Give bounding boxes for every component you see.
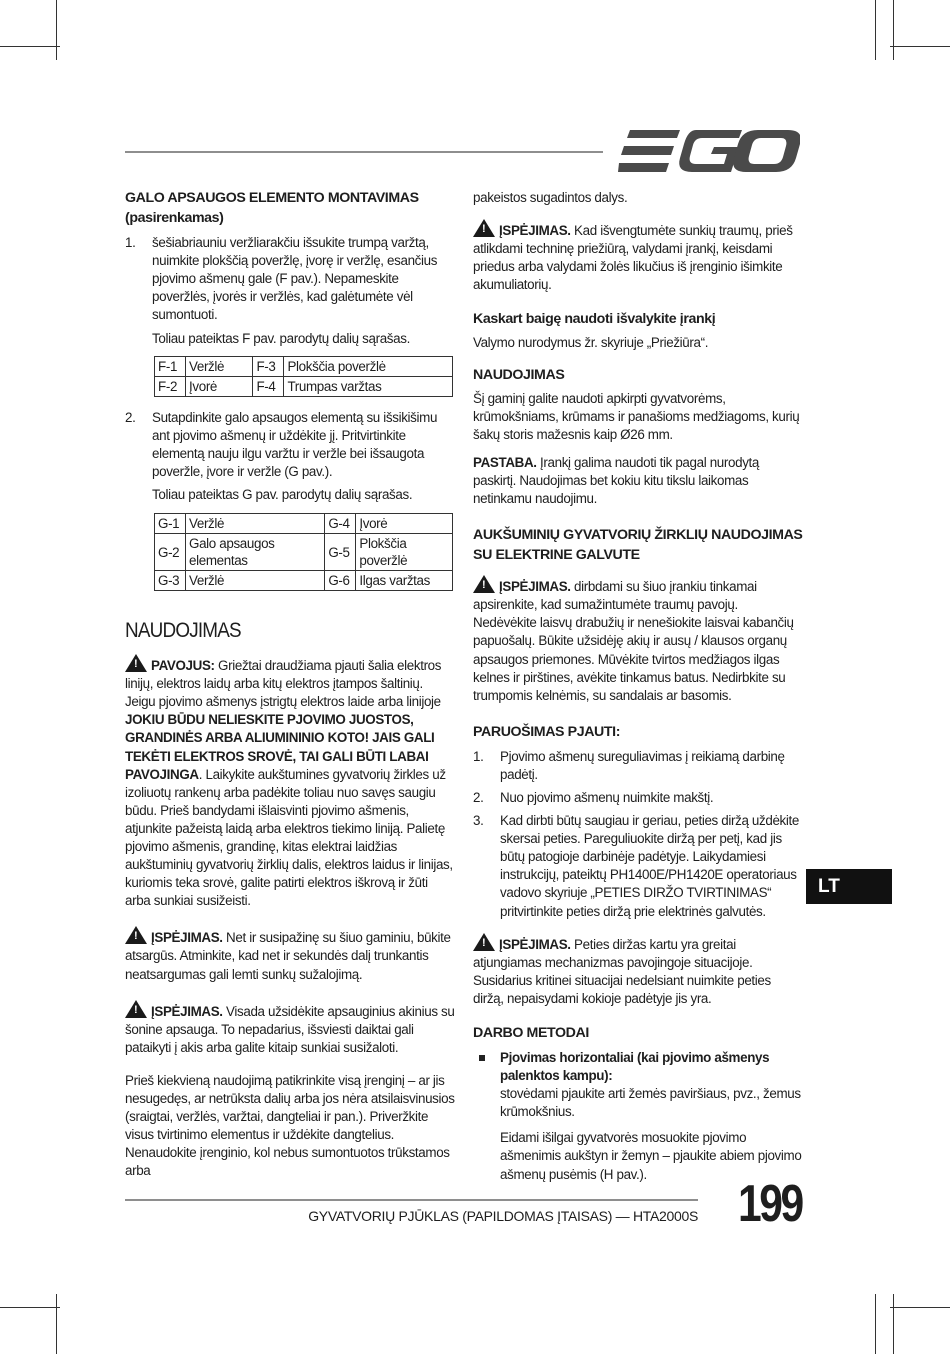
warning-icon bbox=[125, 654, 147, 672]
table-row: G-3 Veržlė G-6 Ilgas varžtas bbox=[155, 571, 453, 591]
table-row: G-1 Veržlė G-4 Įvorė bbox=[155, 514, 453, 534]
list-item: 1. šešiabriauniu veržliarakčiu išsukite trumpą varžtą, nuimkite plokščią poveržlę, įvorę ir veržlę, esančius pjovimo ašmenų gale (F pav.). Nepameskite poveržlės, įvorės ir veržlės, kad galėtumėte vėl sumontuoti. bbox=[125, 235, 438, 323]
parts-table-f bbox=[154, 356, 453, 397]
list-item: 3. Kad dirbti būtų saugiau ir geriau, peties diržą uždėkite skersai peties. Pareguliuokite diržą per petį, kad jis būtų patogioje darbinėje padėtyje. Laikydamiesi instrukcijų, pateiktų PH1400E/PH1420E operatoriaus vadovo skyriuje „PETIES DIRŽO TVIRTINIMAS“ pritvirtinkite peties diržą prie elektrinės galvutės. bbox=[473, 813, 799, 919]
page-number: 199 bbox=[738, 1175, 802, 1233]
bullet-icon bbox=[479, 1055, 485, 1061]
body-paragraph: Prieš kiekvieną naudojimą patikrinkite visą įrenginį – ar jis nesugedęs, ar netrūksta dalių arba jos nėra atsilaisvinusios (sraigtai, veržlės, varžtai, dangteliai ir pan.). Priveržkite visus tvirtinimo elementus ir uždėkite dangtelius. Nenaudokite įrenginio, kol nebus sumontuotos trūkstamos arba bbox=[125, 1072, 455, 1179]
crop-mark bbox=[0, 46, 60, 47]
note-paragraph: PASTABA. Įrankį galima naudoti tik pagal nurodytą paskirtį. Naudojimas bet kokiu kitu tikslu laikomas netinkamu naudojimu. bbox=[473, 454, 760, 507]
body-paragraph: Šį gaminį galite naudoti apkirpti gyvatvorėms, krūmokšniams, krūmams ir panašioms medžiagoms, kurių šakų storis mažesnis kaip Ø26 mm. bbox=[473, 390, 800, 442]
warning-paragraph: !ĮSPĖJIMAS. Net ir susipažinę su šiuo gaminiu, būkite atsargūs. Atminkite, kad net ir sekundės dalį trunkantis neatsargumas gali lemti sunkų sužalojimą. bbox=[125, 926, 455, 983]
warning-paragraph: !ĮSPĖJIMAS. Visada užsidėkite apsauginius akinius su šonine apsauga. To nepadarius, išsviesti daiktai gali pataikyti į akis arba galite kitaip sunkiai susižaloti. bbox=[125, 1000, 455, 1057]
language-tab: LT bbox=[806, 869, 892, 904]
danger-paragraph: !PAVOJUS: Griežtai draudžiama pjauti šalia elektros linijų, elektros laidų arba kitų elektros įtampos šaltinių. Jeigu pjovimo ašmenys įstrigtų elektros laide arba linijoje JOKIU BŪDU NELIESKITE PJOVIMO JUOSTOS, GRANDINĖS ARBA ALIUMININIO KOTO! JAIS GALI TEKĖTI ELEKTROS SROVĖ, TAI GALI BŪTI LABAI PAVOJINGA. Laikykite aukštumines gyvatvorių žirkles už izoliuotų rankenų arba padėkite toliau nuo savęs saugiu būdu. Prieš bandydami išlaisvinti pjovimo ašmenis, atjunkite pažeistą laidą arba elektros tiekimo liniją. Palietę pjovimo ašmenis, grandinę, kitas elektrai laidžias aukštuminių gyvatvorių žirklių dalis, elektros laidus ir linijas, kuriomis teka srovė, galite patirti elektros iškrovą ir žūti arba sunkiai susižeisti. bbox=[125, 654, 455, 910]
parts-table-g bbox=[154, 513, 453, 591]
left-column bbox=[125, 188, 455, 1180]
subheading-methods: DARBO METODAI bbox=[473, 1025, 589, 1041]
crop-mark bbox=[56, 1294, 57, 1354]
warning-paragraph: !ĮSPĖJIMAS. Kad išvengtumėte sunkių traumų, prieš atlikdami techninę priežiūrą, valydami įrankį, keisdami priedus arba valydami žolės likučius iš įrenginio išimkite akumuliatorių. bbox=[473, 219, 803, 294]
warning-paragraph: !ĮSPĖJIMAS. Peties diržas kartu yra greitai atjungiamas mechanizmas pavojingoje situacijoje. Susidarius kritinei situacijai nedelsiant nuimkite peties diržą, nepaisydami kokioje padėtyje jis yra. bbox=[473, 933, 803, 1008]
crop-mark bbox=[875, 1294, 876, 1354]
list-item: 2. Sutapdinkite galo apsaugos elementą su išsikišimu ant pjovimo ašmenų ir uždėkite jį. Pritvirtinkite elementą nauju ilgu varžtu ir veržle bei išsaugota poveržle, įvore ir veržle (G pav.). bbox=[125, 409, 438, 479]
crop-mark bbox=[890, 1307, 950, 1308]
warning-icon bbox=[473, 575, 495, 593]
crop-mark bbox=[56, 0, 57, 60]
list-item: Pjovimas horizontaliai (kai pjovimo ašmenys palenktos kampu): stovėdami pjaukite arti žemės paviršiaus, pvz., žemus krūmokšnius. Eidami išilgai gyvatvorės mosuokite pjovimo ašmenimis aukštyn ir žemyn – pjaukite abiem pjovimo ašmenų pusėmis (H pav.). bbox=[473, 1049, 803, 1184]
ego-logo bbox=[618, 128, 800, 174]
warning-paragraph: !ĮSPĖJIMAS. dirbdami su šiuo įrankiu tinkamai apsirenkite, kad sumažintumėte traumų pavojų. Nedėvėkite laisvų drabužių ir nenešiokite laisvai kabančių papuošalų. Būkite užsidėję akių ir ausų / klausos organų apsaugos priemones. Mūvėkite tvirtos medžiagos ilgas kelnes ir pirštines, avėkite tinkamus batus. Nedirbkite su trumpomis kelnėmis, su sandalais ar basomis. bbox=[473, 575, 803, 705]
section-title: NAUDOJIMAS bbox=[125, 619, 241, 643]
subheading-preparation: PARUOŠIMAS PJAUTI: bbox=[473, 723, 621, 740]
warning-icon bbox=[473, 933, 495, 951]
table-row: G-2 Galo apsaugos elementas G-5 Plokščia poveržlė bbox=[155, 534, 453, 571]
subheading-usage: NAUDOJIMAS bbox=[473, 366, 565, 383]
warning-icon bbox=[125, 1000, 147, 1018]
crop-mark bbox=[890, 46, 950, 47]
list-item: 1. Pjovimo ašmenų sureguliavimas į reikiamą darbinę padėtį. bbox=[473, 748, 785, 782]
table-row: F-1 Veržlė F-3 Plokščia poveržlė bbox=[155, 356, 453, 376]
body-paragraph: pakeistos sugadintos dalys. bbox=[473, 190, 628, 205]
parts-list-intro: Toliau pateiktas G pav. parodytų dalių sąrašas. bbox=[152, 486, 413, 502]
footer-rule bbox=[125, 1199, 698, 1201]
header-rule bbox=[125, 151, 603, 153]
crop-mark bbox=[893, 0, 894, 60]
subheading-cleaning: Kaskart baigę naudoti išvalykite įrankį bbox=[473, 311, 716, 328]
subheading-power-head: AUKŠUMINIŲ GYVATVORIŲ ŽIRKLIŲ NAUDOJIMAS SU ELEKTRINE GALVUTE bbox=[473, 527, 803, 564]
right-column bbox=[473, 188, 803, 1184]
crop-mark bbox=[875, 0, 876, 60]
footer-title: GYVATVORIŲ PJŪKLAS (PAPILDOMAS ĮTAISAS) — HTA2000S bbox=[308, 1208, 698, 1224]
list-item: 2. Nuo pjovimo ašmenų nuimkite makštį. bbox=[473, 789, 714, 805]
crop-mark bbox=[893, 1294, 894, 1354]
table-row: F-2 Įvorė F-4 Trumpas varžtas bbox=[155, 376, 453, 396]
parts-list-intro: Toliau pateiktas F pav. parodytų dalių sąrašas. bbox=[152, 331, 410, 347]
body-paragraph: Valymo nurodymus žr. skyriuje „Priežiūra“. bbox=[473, 335, 709, 351]
crop-mark bbox=[0, 1307, 60, 1308]
section-heading-end-guard: GALO APSAUGOS ELEMENTO MONTAVIMAS (pasirenkamas) bbox=[125, 190, 419, 226]
warning-icon bbox=[473, 219, 495, 237]
warning-icon bbox=[125, 926, 147, 944]
